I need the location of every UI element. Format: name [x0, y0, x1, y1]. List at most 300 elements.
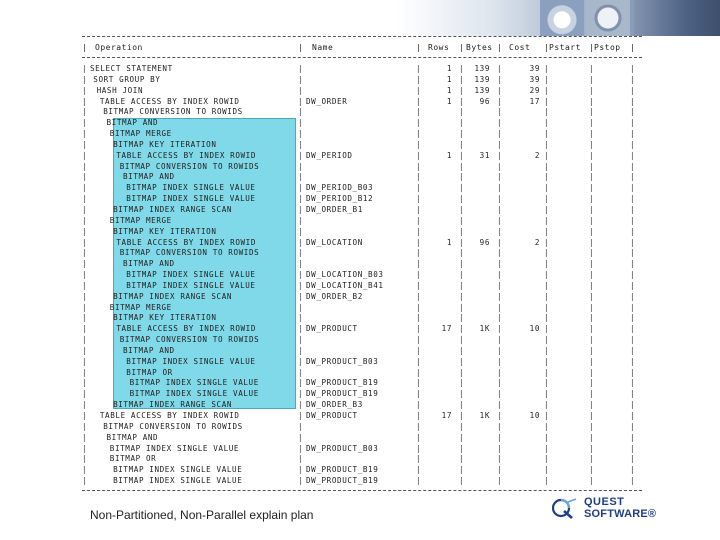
column-pipe: | [82, 107, 88, 117]
column-pipe: | [416, 107, 422, 117]
column-pipe: | [459, 367, 465, 377]
column-pipe: | [416, 194, 422, 204]
column-pipe: | [416, 226, 422, 236]
plan-operation: BITMAP INDEX RANGE SCAN [113, 400, 233, 410]
plan-row [0, 444, 720, 455]
column-pipe: | [298, 324, 304, 334]
column-pipe: | [544, 454, 550, 464]
column-pipe: | [416, 237, 422, 247]
column-pipe: | [82, 96, 88, 106]
column-pipe: | [497, 465, 503, 475]
column-pipe: | [497, 270, 503, 280]
header-pipe: | [630, 43, 636, 52]
plan-object-name: DW_PRODUCT [306, 324, 358, 334]
column-pipe: | [459, 183, 465, 193]
plan-operation: BITMAP MERGE [109, 302, 172, 312]
column-pipe: | [459, 335, 465, 345]
plan-bytes: 31 [479, 150, 490, 160]
column-pipe: | [544, 280, 550, 290]
column-pipe: | [416, 64, 422, 73]
column-pipe: | [298, 248, 304, 258]
quest-software-logo [552, 494, 672, 524]
plan-row [0, 118, 720, 129]
column-pipe: | [82, 172, 88, 182]
column-pipe: | [497, 411, 503, 420]
column-pipe: | [589, 183, 595, 193]
plan-operation: BITMAP OR [126, 367, 173, 377]
column-pipe: | [630, 421, 636, 431]
column-pipe: | [416, 150, 422, 160]
column-pipe: | [459, 389, 465, 399]
column-pipe: | [82, 259, 88, 269]
column-pipe: | [298, 270, 304, 280]
column-pipe: | [544, 389, 550, 399]
logo-line2: SOFTWARE® [584, 508, 657, 520]
column-pipe: | [298, 421, 304, 431]
column-pipe: | [298, 378, 304, 388]
column-pipe: | [459, 356, 465, 366]
header-pstop: Pstop [594, 43, 621, 52]
column-pipe: | [544, 183, 550, 193]
column-pipe: | [416, 432, 422, 442]
column-pipe: | [630, 226, 636, 236]
column-pipe: | [497, 280, 503, 290]
column-pipe: | [459, 215, 465, 225]
column-pipe: | [82, 237, 88, 247]
column-pipe: | [544, 139, 550, 149]
column-pipe: | [416, 129, 422, 139]
plan-row [0, 411, 720, 422]
column-pipe: | [630, 74, 636, 84]
column-pipe: | [497, 389, 503, 399]
header-bytes: Bytes [466, 43, 493, 52]
plan-bytes: 96 [479, 96, 490, 106]
plan-rows: 1 [446, 74, 452, 84]
plan-operation: TABLE ACCESS BY INDEX ROWID [116, 237, 257, 247]
column-pipe: | [298, 118, 304, 128]
column-pipe: | [459, 454, 465, 464]
plan-row [0, 335, 720, 346]
column-pipe: | [544, 345, 550, 355]
column-pipe: | [589, 465, 595, 475]
lightbulb-image [540, 0, 584, 36]
column-pipe: | [416, 476, 422, 486]
column-pipe: | [459, 345, 465, 355]
column-pipe: | [298, 194, 304, 204]
column-pipe: | [298, 345, 304, 355]
column-pipe: | [298, 237, 304, 247]
column-pipe: | [459, 476, 465, 486]
column-pipe: | [630, 324, 636, 334]
column-pipe: | [298, 465, 304, 475]
plan-operation: BITMAP KEY ITERATION [113, 226, 217, 236]
column-pipe: | [544, 194, 550, 204]
column-pipe: | [416, 400, 422, 410]
column-pipe: | [589, 129, 595, 139]
column-pipe: | [82, 183, 88, 193]
header-banner [0, 0, 720, 36]
column-pipe: | [416, 183, 422, 193]
column-pipe: | [459, 139, 465, 149]
column-pipe: | [589, 432, 595, 442]
column-pipe: | [630, 454, 636, 464]
plan-operation: BITMAP CONVERSION TO ROWIDS [119, 248, 260, 258]
column-pipe: | [497, 204, 503, 214]
column-pipe: | [82, 411, 88, 420]
column-pipe: | [497, 454, 503, 464]
plan-row [0, 400, 720, 411]
plan-row [0, 368, 720, 379]
column-pipe: | [82, 150, 88, 160]
column-pipe: | [497, 172, 503, 182]
column-pipe: | [544, 248, 550, 258]
column-pipe: | [82, 118, 88, 128]
plan-operation: BITMAP KEY ITERATION [113, 139, 217, 149]
plan-row [0, 259, 720, 270]
column-pipe: | [497, 161, 503, 171]
column-pipe: | [544, 237, 550, 247]
column-pipe: | [589, 150, 595, 160]
column-pipe: | [589, 313, 595, 323]
column-pipe: | [630, 161, 636, 171]
column-pipe: | [497, 367, 503, 377]
header-rows: Rows [428, 43, 450, 52]
plan-row [0, 86, 720, 97]
column-pipe: | [630, 139, 636, 149]
quest-logo-icon [552, 496, 578, 520]
column-pipe: | [630, 270, 636, 280]
column-pipe: | [497, 74, 503, 84]
plan-row [0, 162, 720, 173]
column-pipe: | [459, 400, 465, 410]
column-pipe: | [589, 248, 595, 258]
column-pipe: | [589, 96, 595, 106]
column-pipe: | [459, 85, 465, 95]
column-pipe: | [589, 237, 595, 247]
plan-object-name: DW_ORDER_B1 [306, 204, 363, 214]
column-pipe: | [497, 313, 503, 323]
column-pipe: | [497, 215, 503, 225]
column-pipe: | [459, 226, 465, 236]
column-pipe: | [298, 85, 304, 95]
plan-object-name: DW_PRODUCT_B19 [306, 476, 379, 486]
plan-cost: 10 [529, 324, 540, 334]
column-pipe: | [459, 237, 465, 247]
column-pipe: | [544, 411, 550, 420]
column-pipe: | [459, 291, 465, 301]
column-pipe: | [459, 64, 465, 73]
column-pipe: | [459, 324, 465, 334]
column-pipe: | [459, 421, 465, 431]
header-pstart: Pstart [549, 43, 581, 52]
column-pipe: | [589, 291, 595, 301]
column-pipe: | [589, 400, 595, 410]
column-pipe: | [630, 85, 636, 95]
column-pipe: | [630, 248, 636, 258]
column-pipe: | [459, 280, 465, 290]
column-pipe: | [416, 259, 422, 269]
column-pipe: | [497, 237, 503, 247]
column-pipe: | [497, 443, 503, 453]
column-pipe: | [416, 421, 422, 431]
column-pipe: | [497, 96, 503, 106]
column-pipe: | [544, 150, 550, 160]
column-pipe: | [630, 389, 636, 399]
column-pipe: | [459, 313, 465, 323]
column-pipe: | [497, 150, 503, 160]
plan-operation: BITMAP INDEX SINGLE VALUE [126, 356, 256, 366]
header-pipe: | [298, 43, 304, 52]
plan-object-name: DW_PRODUCT [306, 411, 358, 420]
column-pipe: | [82, 378, 88, 388]
column-pipe: | [589, 280, 595, 290]
header-pipe: | [497, 43, 503, 52]
plan-bytes: 1K [479, 411, 490, 420]
column-pipe: | [82, 421, 88, 431]
header-pipe: | [544, 43, 550, 52]
plan-cost: 2 [534, 150, 540, 160]
column-pipe: | [544, 335, 550, 345]
column-pipe: | [497, 248, 503, 258]
plan-object-name: DW_PERIOD [306, 150, 353, 160]
column-pipe: | [589, 443, 595, 453]
column-pipe: | [630, 64, 636, 73]
plan-rows: 1 [446, 85, 452, 95]
column-pipe: | [416, 367, 422, 377]
column-pipe: | [630, 150, 636, 160]
column-pipe: | [497, 335, 503, 345]
header-rule [82, 57, 642, 58]
plan-bytes: 139 [474, 74, 490, 84]
column-pipe: | [589, 335, 595, 345]
plan-object-name: DW_LOCATION_B41 [306, 280, 384, 290]
plan-object-name: DW_ORDER_B3 [306, 400, 363, 410]
column-pipe: | [630, 107, 636, 117]
column-pipe: | [630, 313, 636, 323]
plan-operation: BITMAP INDEX SINGLE VALUE [109, 443, 240, 453]
column-pipe: | [589, 411, 595, 420]
column-pipe: | [416, 85, 422, 95]
plan-object-name: DW_PRODUCT_B19 [306, 465, 379, 475]
column-pipe: | [82, 226, 88, 236]
plan-operation: TABLE ACCESS BY INDEX ROWID [116, 324, 257, 334]
plan-object-name: DW_ORDER [306, 96, 348, 106]
column-pipe: | [82, 400, 88, 410]
column-pipe: | [497, 226, 503, 236]
column-pipe: | [298, 367, 304, 377]
column-pipe: | [497, 107, 503, 117]
column-pipe: | [630, 335, 636, 345]
column-pipe: | [497, 302, 503, 312]
column-pipe: | [459, 74, 465, 84]
plan-row [0, 129, 720, 140]
column-pipe: | [630, 96, 636, 106]
plan-cost: 29 [529, 85, 540, 95]
plan-operation: BITMAP CONVERSION TO ROWIDS [103, 107, 243, 117]
column-pipe: | [630, 476, 636, 486]
column-pipe: | [497, 356, 503, 366]
plan-bytes: 139 [474, 85, 490, 95]
column-pipe: | [544, 107, 550, 117]
column-pipe: | [82, 465, 88, 475]
header-pipe: | [416, 43, 422, 52]
plan-row [0, 357, 720, 368]
column-pipe: | [298, 313, 304, 323]
column-pipe: | [416, 74, 422, 84]
column-pipe: | [298, 291, 304, 301]
column-pipe: | [544, 432, 550, 442]
column-pipe: | [544, 324, 550, 334]
column-pipe: | [589, 118, 595, 128]
column-pipe: | [416, 378, 422, 388]
column-pipe: | [82, 270, 88, 280]
column-pipe: | [630, 172, 636, 182]
column-pipe: | [298, 107, 304, 117]
column-pipe: | [459, 150, 465, 160]
plan-object-name: DW_PERIOD_B03 [306, 183, 374, 193]
column-pipe: | [459, 96, 465, 106]
plan-row [0, 238, 720, 249]
plan-operation: BITMAP MERGE [109, 215, 172, 225]
column-pipe: | [459, 432, 465, 442]
column-pipe: | [544, 465, 550, 475]
column-pipe: | [82, 389, 88, 399]
column-pipe: | [298, 476, 304, 486]
column-pipe: | [416, 96, 422, 106]
column-pipe: | [497, 85, 503, 95]
plan-row [0, 183, 720, 194]
column-pipe: | [416, 443, 422, 453]
plan-operation: BITMAP INDEX RANGE SCAN [113, 204, 233, 214]
column-pipe: | [459, 378, 465, 388]
column-pipe: | [544, 64, 550, 73]
header-pipe: | [82, 43, 88, 52]
column-pipe: | [82, 194, 88, 204]
column-pipe: | [298, 411, 304, 420]
plan-row [0, 346, 720, 357]
column-pipe: | [630, 356, 636, 366]
column-pipe: | [589, 226, 595, 236]
plan-object-name: DW_PRODUCT_B19 [306, 378, 379, 388]
column-pipe: | [298, 259, 304, 269]
plan-operation: BITMAP INDEX SINGLE VALUE [126, 270, 256, 280]
plan-bytes: 139 [474, 64, 490, 73]
plan-operation: BITMAP INDEX RANGE SCAN [113, 291, 233, 301]
plan-row [0, 248, 720, 259]
column-pipe: | [82, 74, 88, 84]
plan-rows: 17 [441, 411, 452, 420]
column-pipe: | [589, 172, 595, 182]
plan-cost: 2 [534, 237, 540, 247]
plan-operation: BITMAP INDEX SINGLE VALUE [126, 194, 256, 204]
plan-operation: BITMAP CONVERSION TO ROWIDS [119, 335, 260, 345]
column-pipe: | [544, 443, 550, 453]
column-pipe: | [589, 378, 595, 388]
plan-rows: 17 [441, 324, 452, 334]
column-pipe: | [497, 118, 503, 128]
column-pipe: | [82, 280, 88, 290]
plan-row [0, 216, 720, 227]
column-pipe: | [298, 129, 304, 139]
plan-object-name: DW_PRODUCT_B03 [306, 356, 379, 366]
column-pipe: | [630, 367, 636, 377]
column-pipe: | [544, 259, 550, 269]
plan-row [0, 194, 720, 205]
column-pipe: | [416, 280, 422, 290]
column-pipe: | [589, 161, 595, 171]
column-pipe: | [459, 194, 465, 204]
column-pipe: | [630, 215, 636, 225]
column-pipe: | [630, 411, 636, 420]
column-pipe: | [589, 194, 595, 204]
column-pipe: | [544, 476, 550, 486]
column-pipe: | [298, 150, 304, 160]
plan-operation: TABLE ACCESS BY INDEX ROWID [99, 96, 240, 106]
column-pipe: | [416, 411, 422, 420]
column-pipe: | [497, 421, 503, 431]
column-pipe: | [82, 324, 88, 334]
column-pipe: | [497, 183, 503, 193]
column-pipe: | [298, 335, 304, 345]
plan-operation: BITMAP OR [109, 454, 157, 464]
column-pipe: | [589, 74, 595, 84]
slide-caption: Non-Partitioned, Non-Parallel explain plan [90, 508, 314, 522]
plan-operation: TABLE ACCESS BY INDEX ROWID [116, 150, 257, 160]
plan-operation: SORT GROUP BY [93, 74, 161, 84]
column-pipe: | [497, 324, 503, 334]
plan-operation: BITMAP INDEX SINGLE VALUE [113, 465, 243, 475]
column-pipe: | [298, 96, 304, 106]
column-pipe: | [544, 313, 550, 323]
plan-operation: TABLE ACCESS BY INDEX ROWID [99, 411, 240, 420]
clock-image [586, 0, 630, 36]
column-pipe: | [82, 64, 88, 73]
column-pipe: | [416, 356, 422, 366]
column-pipe: | [298, 432, 304, 442]
column-pipe: | [416, 345, 422, 355]
column-pipe: | [298, 443, 304, 453]
column-pipe: | [416, 172, 422, 182]
column-pipe: | [589, 259, 595, 269]
plan-rows: 1 [446, 64, 452, 73]
column-pipe: | [630, 183, 636, 193]
column-pipe: | [544, 172, 550, 182]
column-pipe: | [82, 129, 88, 139]
column-pipe: | [589, 476, 595, 486]
plan-operation: BITMAP AND [123, 345, 175, 355]
plan-row [0, 281, 720, 292]
column-pipe: | [497, 259, 503, 269]
column-pipe: | [589, 345, 595, 355]
column-pipe: | [544, 118, 550, 128]
column-pipe: | [298, 454, 304, 464]
column-pipe: | [82, 85, 88, 95]
column-pipe: | [298, 215, 304, 225]
plan-bytes: 96 [479, 237, 490, 247]
column-pipe: | [544, 270, 550, 280]
plan-operation: SELECT STATEMENT [90, 64, 173, 73]
column-pipe: | [544, 421, 550, 431]
plan-rows: 1 [446, 96, 452, 106]
plan-row [0, 140, 720, 151]
plan-operation: BITMAP KEY ITERATION [113, 313, 217, 323]
column-pipe: | [416, 118, 422, 128]
column-pipe: | [82, 454, 88, 464]
column-pipe: | [416, 270, 422, 280]
column-pipe: | [459, 204, 465, 214]
column-pipe: | [298, 64, 304, 73]
plan-row [0, 75, 720, 86]
